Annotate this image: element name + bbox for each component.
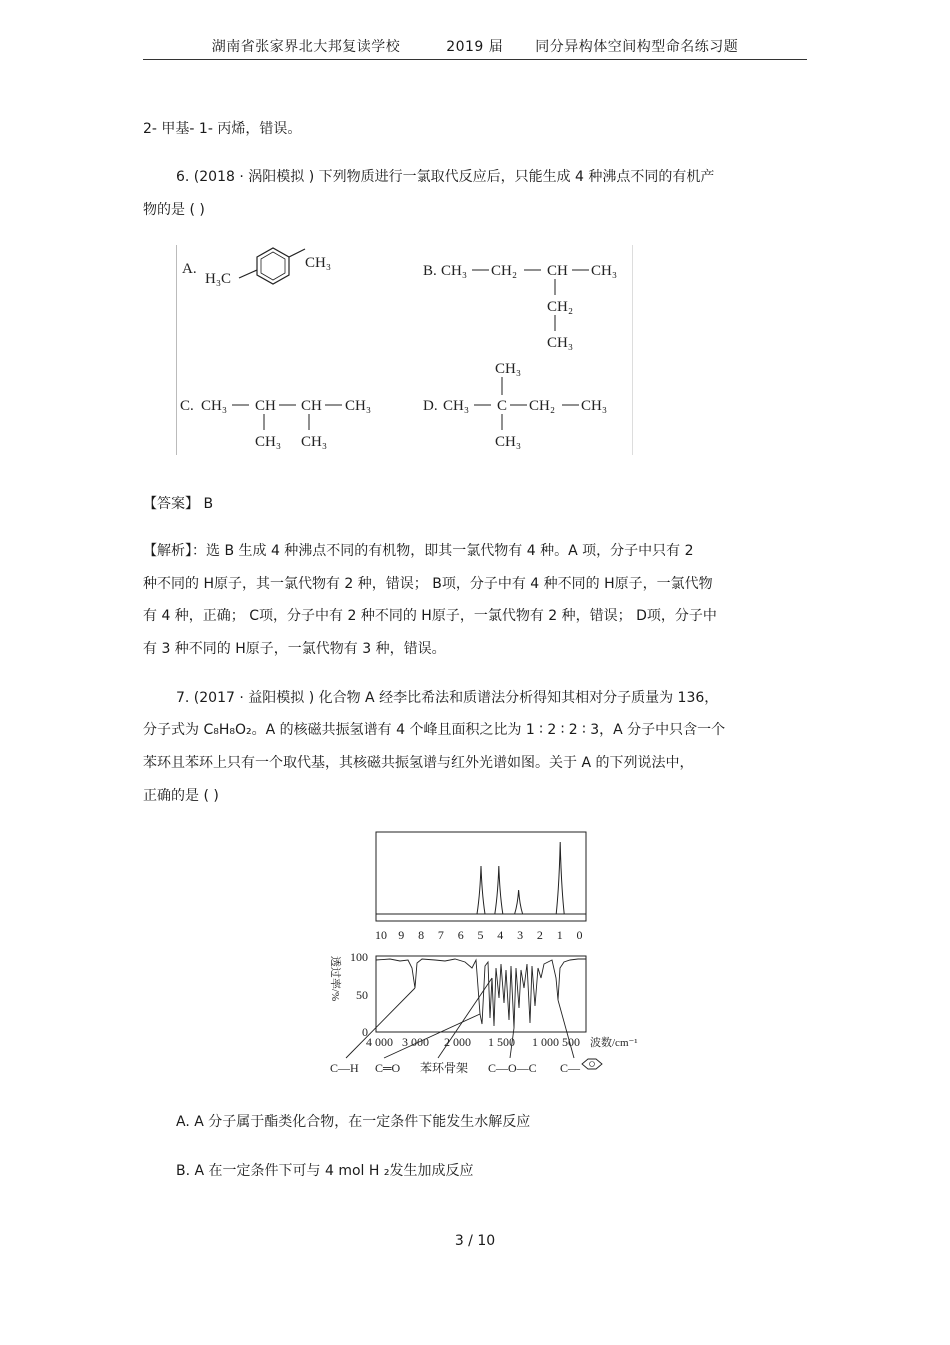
q6-opt-d-top: CH₃ [495,361,522,377]
header-rule [143,59,807,60]
ir-x-tick-3000: 3 000 [402,1035,429,1049]
q6-structures [176,245,633,455]
nmr-tick-label: 1 [556,928,563,942]
q6-opt-c-c3: CH [301,398,322,414]
header-subject: 同分异构体空间构型命名练习题 [535,39,739,55]
q6-opt-c-branch-2: CH₃ [301,434,328,450]
nmr-tick-label: 0 [576,928,583,942]
q7-stem-4: 正确的是 ( ) [143,788,219,804]
page-header [0,36,950,56]
nmr-tick-label: 4 [497,928,504,942]
ir-x-tick-1000: 1 000 [532,1035,559,1049]
ir-annot-ring: 苯环骨架 [420,1061,469,1075]
q6-opt-b-c3: CH [547,263,568,279]
q7-option-a: A. A 分子属于酯类化合物，在一定条件下能发生水解反应 [176,1114,531,1130]
nmr-tick-label: 9 [398,928,405,942]
q6-opt-c-branch-1: CH₃ [255,434,282,450]
ir-x-label: 波数/cm⁻¹ [590,1037,638,1049]
q6-opt-d-label: D. [423,398,438,414]
q6-opt-a-bond-left [239,270,257,278]
q6-opt-a-right: CH₃ [305,255,332,271]
q6-opt-a-label: A. [182,261,197,277]
q6-opt-d-bottom: CH₃ [495,434,522,450]
q6-opt-d-c3: CH₂ [529,398,556,414]
q7-stem-1: 7. (2017 · 益阳模拟 ) 化合物 A 经李比希法和质谱法分析得知其相对分子质量为 136， [176,690,719,706]
q6-analysis-4: 有 3 种不同的 H原子，一氯代物有 3 种，错误。 [143,641,446,657]
q6-opt-b-branch-1: CH₂ [547,299,574,315]
ir-y-tick-100: 100 [350,950,368,964]
q7-spectra-figure [320,828,660,1080]
q6-opt-a-left: H₃C [205,271,232,287]
nmr-peak [495,866,503,914]
ir-x-tick-2000: 2 000 [444,1035,471,1049]
nmr-tick-label: 10 [375,928,387,942]
q6-structures-svg [177,245,632,455]
q6-opt-b-c2: CH₂ [491,263,518,279]
header-school: 湖南省张家界北大邦复读学校 [211,39,401,55]
q7-spectra-svg [320,828,660,1080]
ir-x-ticks [366,1035,638,1049]
ir-annot-c-ring: C— [560,1061,581,1075]
nmr-tick-label: 2 [536,928,543,942]
q6-opt-b-label: B. [423,263,437,279]
page-number: 3 / 10 [454,1233,496,1249]
nmr-tick-label: 5 [477,928,484,942]
nmr-tick-label: 8 [418,928,425,942]
q7-stem-2: 分子式为 C₈H₈O₂。A 的核磁共振氢谱有 4 个峰且面积之比为 1 ∶ 2 ∶ 2 ∶ 3，A 分子中只含一个 [143,722,726,738]
nmr-tick-label: 6 [457,928,464,942]
phenyl-ring-inner-icon [590,1062,595,1067]
q6-opt-c-c1: CH₃ [201,398,228,414]
ir-y-label: 透过率/% [329,956,341,1002]
benzene-ring-icon [257,248,289,284]
ir-x-tick-1500: 1 500 [488,1035,515,1049]
ir-annot-coc: C—O—C [488,1061,537,1075]
header-year: 2019 届 [446,39,504,55]
nmr-tick-label: 7 [437,928,444,942]
q6-analysis-2: 种不同的 H原子，其一氯代物有 2 种，错误； B项，分子中有 4 种不同的 H原子，一氯代物 [143,576,713,592]
q7-option-b: B. A 在一定条件下可与 4 mol H ₂发生加成反应 [176,1163,474,1179]
q6-opt-c-label: C. [180,398,194,414]
q6-analysis-3: 有 4 种，正确； C项，分子中有 2 种不同的 H原子，一氯代物有 2 种，错误； D项，分子中 [143,608,717,624]
q6-opt-c-c2: CH [255,398,276,414]
q6-opt-b-c1: CH₃ [441,263,468,279]
q6-answer: 【答案】 B [143,496,214,512]
nmr-tick-labels [375,928,583,942]
q7-stem-3: 苯环且苯环上只有一个取代基，其核磁共振氢谱与红外光谱如图。关于 A 的下列说法中， [143,755,694,771]
ir-x-tick-500: 500 [562,1035,580,1049]
q6-opt-d-c1: CH₃ [443,398,470,414]
ir-y-tick-0: 0 [362,1025,368,1039]
ir-annotations [330,1060,581,1075]
benzene-ring-inner-icon [261,252,285,280]
q6-opt-d-c2: C [497,398,508,414]
ir-y-tick-50: 50 [356,988,368,1002]
q6-opt-c-c4: CH₃ [345,398,372,414]
ir-annot-co: C═O [375,1061,401,1075]
phenyl-ring-icon [582,1059,602,1069]
q6-analysis-1: 【解析】：选 B 生成 4 种沸点不同的有机物，即其一氯代物有 4 种。A 项，分子中只有 2 [143,543,694,559]
ir-x-tick-4000: 4 000 [366,1035,393,1049]
q6-opt-a-bond-right [289,249,305,257]
nmr-tick-label: 3 [517,928,524,942]
nmr-peak [515,890,523,914]
q6-stem-2: 物的是 ( ) [143,202,205,218]
nmr-peaks [477,842,564,914]
q6-opt-b-branch-2: CH₃ [547,335,574,351]
q6-opt-d-c4: CH₃ [581,398,608,414]
ir-annot-ch: C—H [330,1061,359,1075]
q6-opt-b-c4: CH₃ [591,263,618,279]
q6-stem-1: 6. (2018 · 涡阳模拟 ) 下列物质进行一氯取代反应后，只能生成 4 种沸点不同的有机产 [176,169,715,185]
prev-tail: 2- 甲基- 1- 丙烯，错误。 [143,121,302,137]
nmr-peak [477,866,485,914]
nmr-peak [556,842,564,914]
